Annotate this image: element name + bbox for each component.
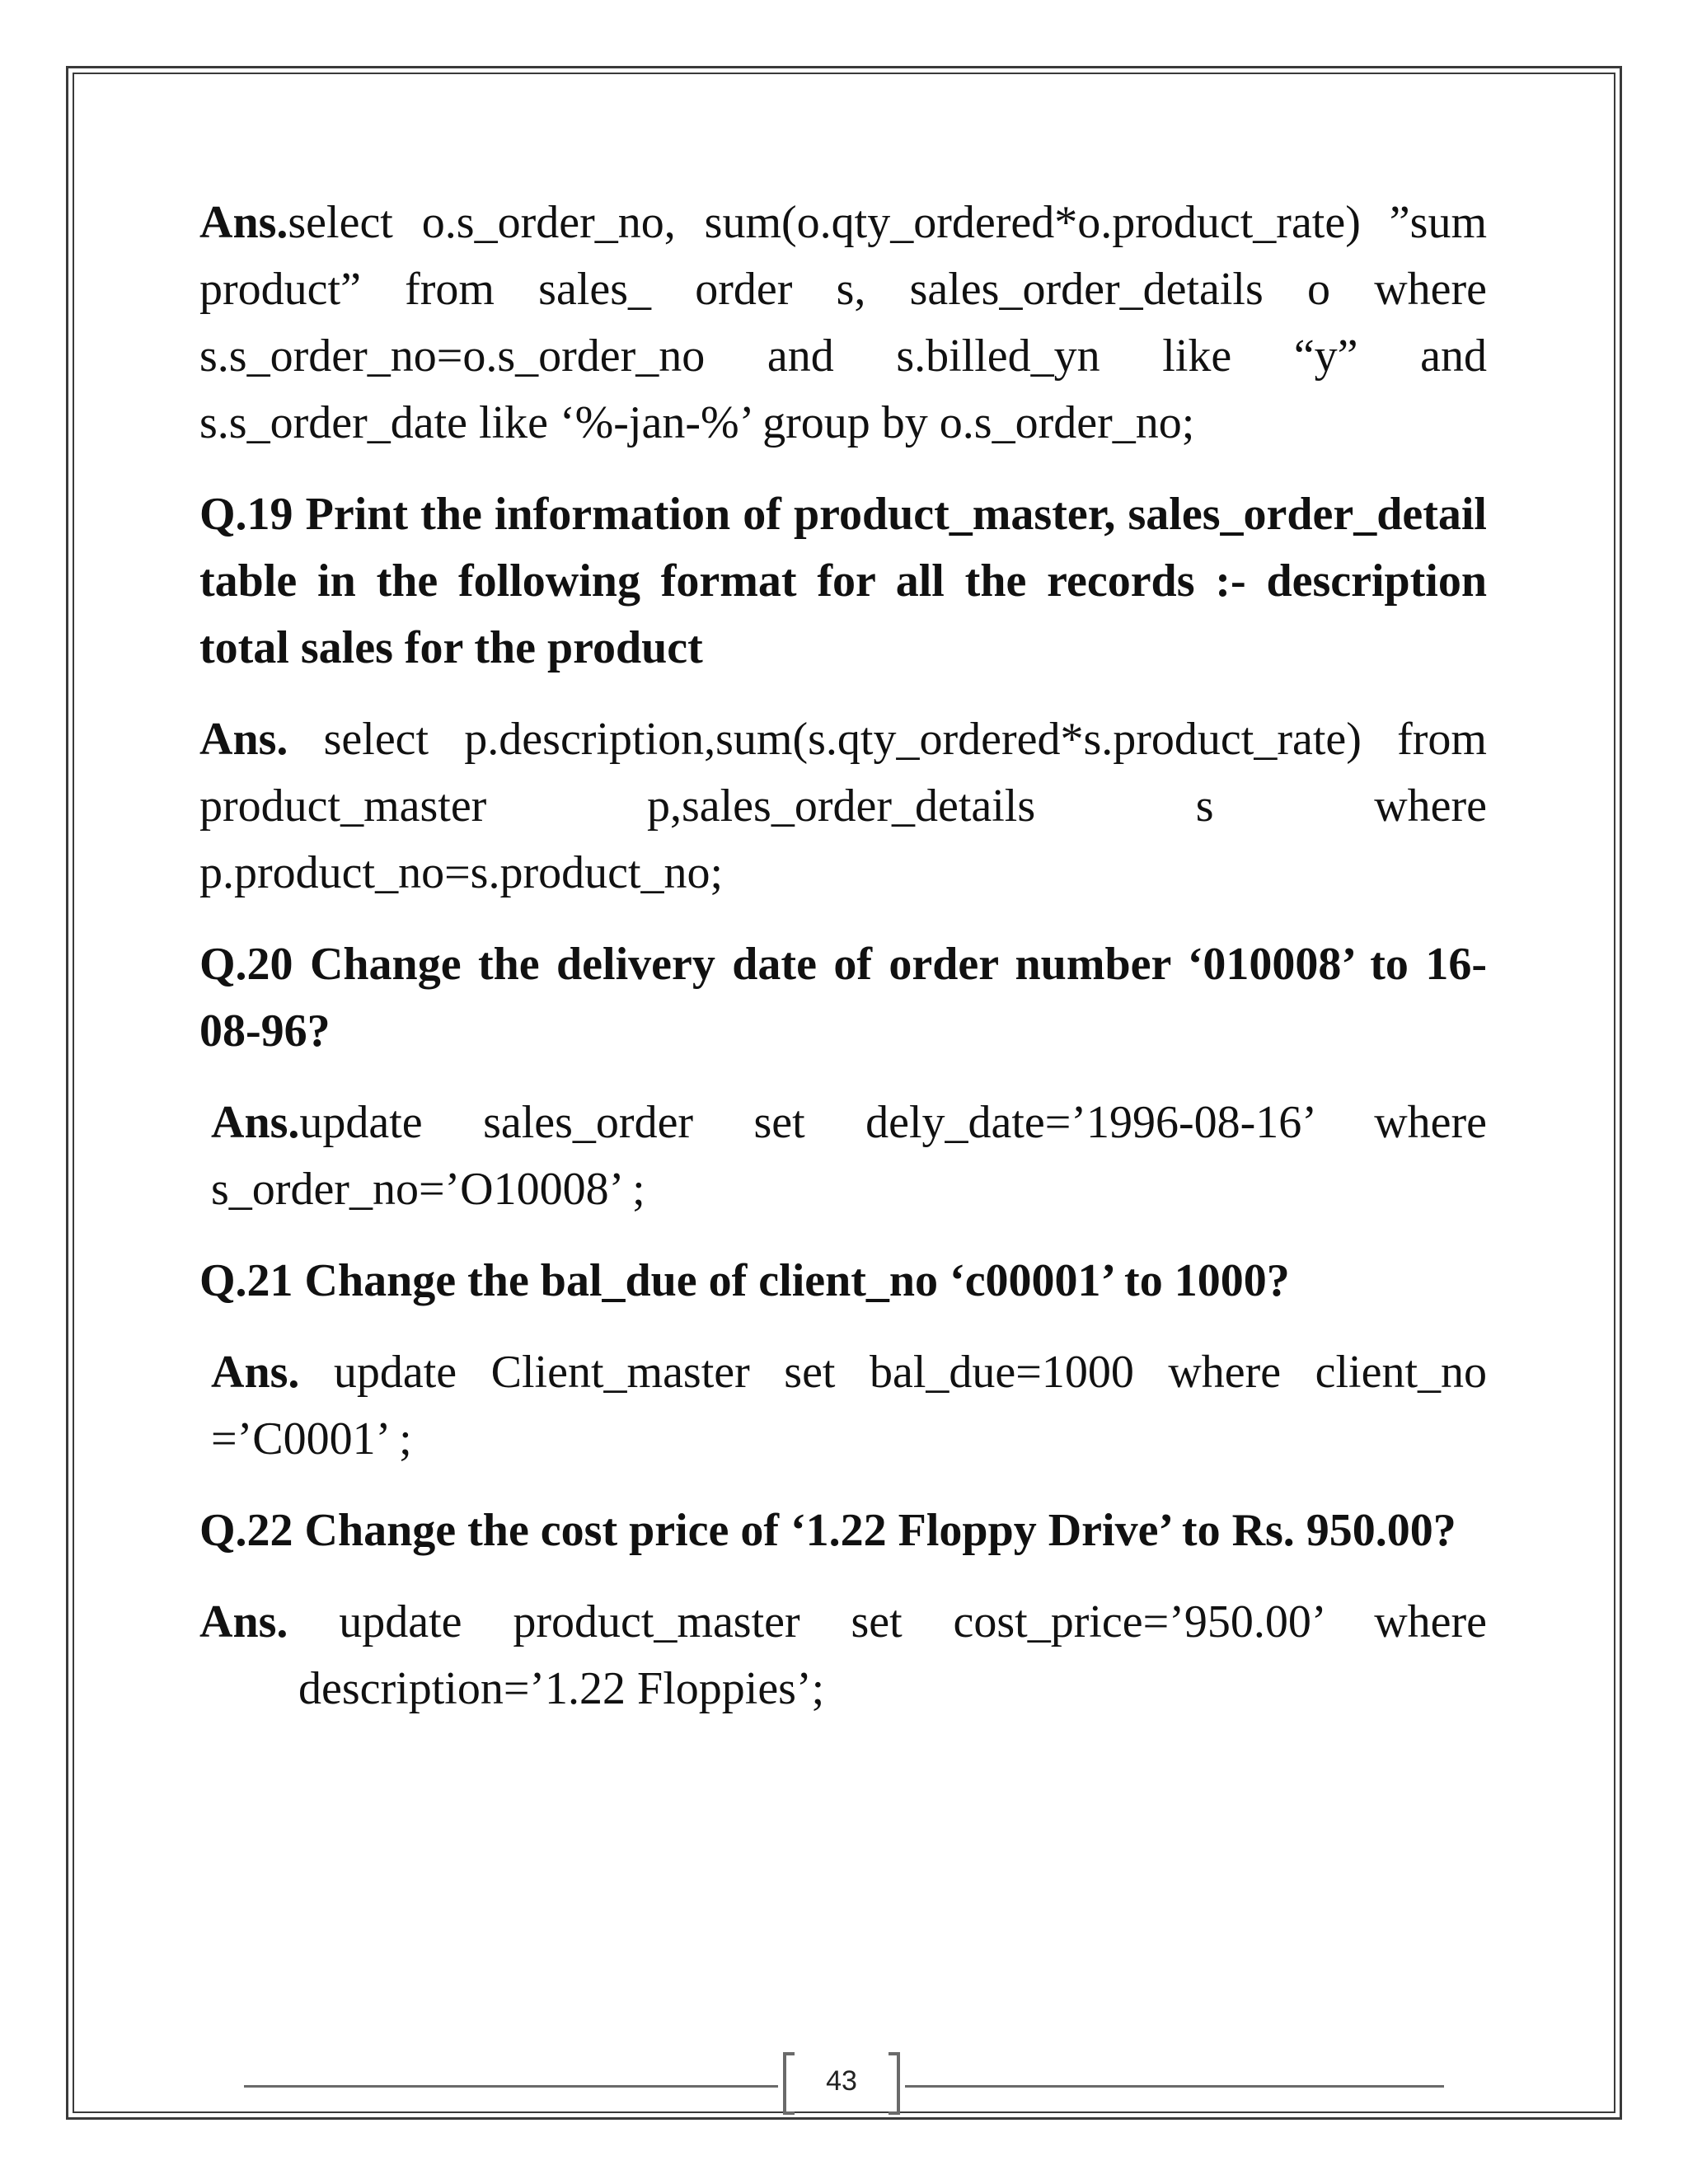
answer-18 — [199, 190, 1487, 457]
answer-22 — [199, 1589, 1487, 1722]
document-body — [199, 190, 1487, 1722]
answer-label: Ans. — [211, 1347, 300, 1398]
answer-text: select o.s_order_no, sum(o.qty_ordered*o.product_rate) ”sum product” from sales_ order s, sales_order_details o where s.s_order_no=o.s_order_no and s.billed_yn like “y” and s.s_order_date like ‘%-jan-%’ group by o.s_order_no; — [199, 197, 1487, 448]
page-footer — [0, 2052, 1688, 2118]
question-20: Q.20 Change the delivery date of order number ‘010008’ to 16-08-96? — [199, 939, 1487, 1057]
left-brace-icon — [778, 2052, 798, 2115]
footer-rule-left — [244, 2085, 778, 2088]
page-number: 43 — [826, 2065, 857, 2097]
answer-19 — [199, 706, 1487, 907]
question-19: Q.19 Print the information of product_master, sales_order_detail table in the following format for all the records :- description total sales for the product — [199, 489, 1487, 673]
answer-text: update product_master set cost_price=’950.00’ where description=’1.22 Floppies’; — [288, 1596, 1487, 1714]
answer-label: Ans. — [199, 714, 288, 765]
answer-label: Ans. — [199, 1596, 288, 1647]
answer-20 — [199, 1090, 1487, 1223]
question-22: Q.22 Change the cost price of ‘1.22 Floppy Drive’ to Rs. 950.00? — [199, 1505, 1456, 1556]
question-21: Q.21 Change the bal_due of client_no ‘c00001’ to 1000? — [199, 1255, 1290, 1306]
answer-text: update Client_master set bal_due=1000 where client_no =’C0001’ ; — [211, 1347, 1487, 1465]
answer-21 — [199, 1339, 1487, 1473]
footer-rule-right — [905, 2085, 1444, 2088]
answer-text: update sales_order set dely_date=’1996-08-16’ where s_order_no=’O10008’ ; — [211, 1097, 1487, 1215]
right-brace-icon — [885, 2052, 905, 2115]
answer-label: Ans. — [211, 1097, 300, 1148]
answer-label: Ans. — [199, 197, 288, 248]
answer-text: select p.description,sum(s.qty_ordered*s.product_rate) from product_master p,sales_order_details s where p.product_no=s.product_no; — [199, 714, 1487, 898]
